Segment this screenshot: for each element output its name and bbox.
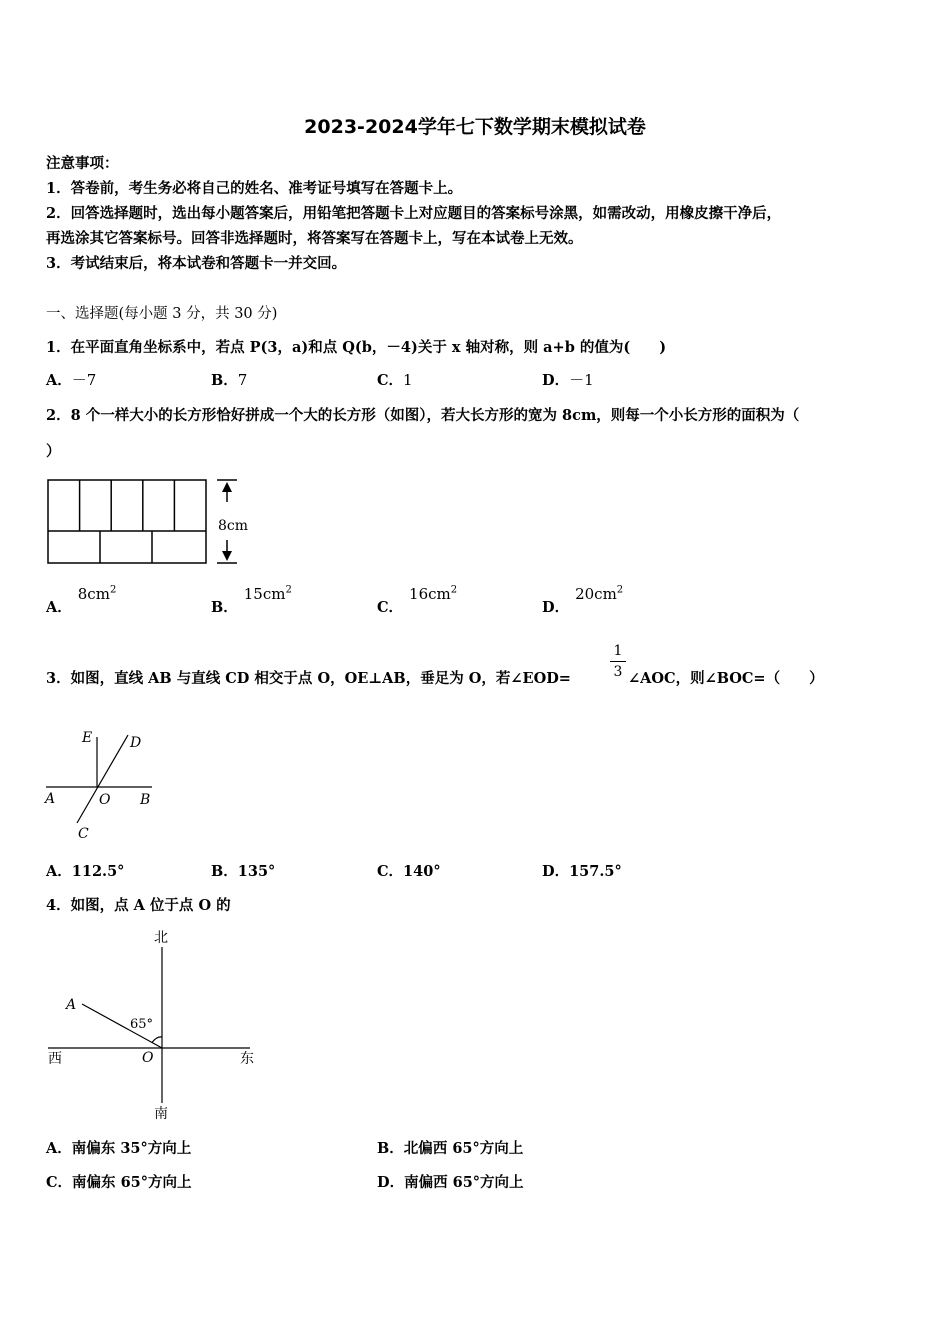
- notice-heading: 注意事项：: [46, 155, 119, 172]
- svg-text:C: C: [78, 826, 89, 842]
- fraction-numerator: 1: [613, 643, 623, 659]
- section-heading: 一、选择题(每小题 3 分，共 30 分): [46, 306, 278, 322]
- q2-figure-label: 8cm: [218, 518, 249, 534]
- q4-option-b: B．北偏西 65°方向上: [377, 1140, 524, 1157]
- svg-text:西: 西: [48, 1051, 62, 1067]
- q3-option-c: C．140°: [377, 863, 441, 880]
- svg-text:北: 北: [154, 930, 168, 946]
- q1-option-b: B．7: [211, 371, 248, 389]
- svg-text:B: B: [140, 792, 151, 808]
- svg-text:D: D: [130, 735, 142, 751]
- svg-text:南: 南: [154, 1106, 168, 1122]
- q2-stem: 2．8 个一样大小的长方形恰好拼成一个大的长方形（如图），若大长方形的宽为 8cm，则每一个小长方形的面积为（: [46, 407, 800, 424]
- svg-text:东: 东: [240, 1051, 254, 1067]
- svg-text:E: E: [82, 730, 93, 746]
- q2-rectangles-figure: [40, 472, 270, 572]
- notice-item: 1．答卷前，考生务必将自己的姓名、准考证号填写在答题卡上。: [46, 180, 463, 197]
- q4-stem: 4．如图，点 A 位于点 O 的: [46, 897, 231, 914]
- q2-stem-end: ）: [46, 443, 61, 460]
- q3-option-d: D．157.5°: [542, 863, 622, 880]
- q4-option-d: D．南偏西 65°方向上: [377, 1174, 524, 1191]
- svg-text:A: A: [66, 997, 77, 1013]
- angle-arc: [152, 1037, 162, 1043]
- arrow-down-icon: [222, 551, 232, 561]
- q1-option-a: A．－7: [46, 371, 97, 389]
- fraction-denominator: 3: [613, 664, 623, 680]
- q4-compass-figure: [40, 925, 270, 1125]
- svg-text:O: O: [99, 792, 111, 808]
- q3-stem-before: 3．如图，直线 AB 与直线 CD 相交于点 O，OE⊥AB，垂足为 O，若∠EOD=: [46, 670, 571, 687]
- q1-stem: 1．在平面直角坐标系中，若点 P(3，a)和点 Q(b，－4)关于 x 轴对称，则 a+b 的值为( ): [46, 339, 667, 356]
- q2-option-c: C．$16cm^2$: [377, 584, 458, 616]
- q3-fraction: [610, 644, 626, 679]
- page-title: 2023-2024学年七下数学期末模拟试卷: [304, 116, 646, 138]
- q4-option-a: A．南偏东 35°方向上: [46, 1140, 192, 1157]
- q2-option-a: A．$8cm^2$: [46, 584, 117, 616]
- notice-item: 2．回答选择题时，选出每小题答案后，用铅笔把答题卡上对应题目的答案标号涂黑，如需改动，用橡皮擦干净后，: [46, 205, 782, 222]
- notice-item: 再选涂其它答案标号。回答非选择题时，将答案写在答题卡上，写在本试卷上无效。: [46, 230, 583, 247]
- q3-option-a: A．112.5°: [46, 863, 125, 880]
- q4-option-c: C．南偏东 65°方向上: [46, 1174, 192, 1191]
- svg-text:O: O: [142, 1050, 154, 1066]
- q1-option-d: D．－1: [542, 371, 594, 389]
- q3-stem-after: ∠AOC，则∠BOC=（ ）: [628, 670, 824, 687]
- q2-option-d: D．$20cm^2$: [542, 584, 624, 616]
- svg-text:A: A: [45, 791, 56, 807]
- line-cd: [77, 735, 128, 823]
- arrow-up-icon: [222, 482, 232, 492]
- notice-item: 3．考试结束后，将本试卷和答题卡一并交回。: [46, 255, 347, 272]
- svg-text:65°: 65°: [130, 1017, 154, 1032]
- q3-option-b: B．135°: [211, 863, 276, 880]
- q2-option-b: B．$15cm^2$: [211, 584, 292, 616]
- q3-intersecting-lines-figure: [40, 725, 170, 845]
- fraction-bar: [610, 661, 626, 662]
- big-rectangle: [48, 480, 206, 563]
- q1-option-c: C．1: [377, 371, 413, 389]
